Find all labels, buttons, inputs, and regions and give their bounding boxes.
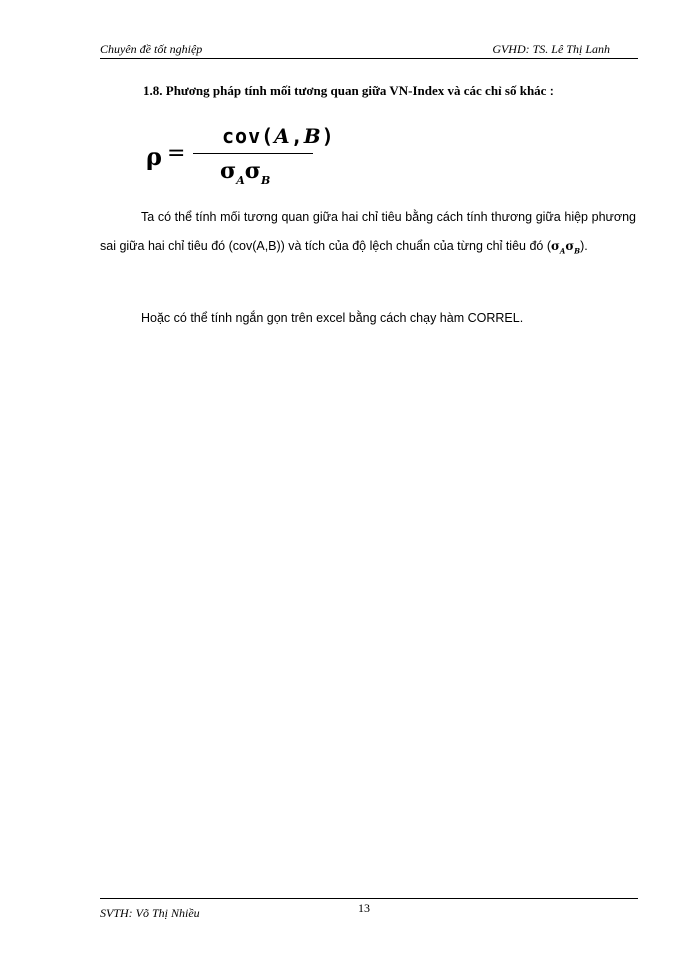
formula-cov-open: cov(: [222, 124, 275, 148]
formula-numerator: [222, 124, 335, 148]
formula-sigma-a: σ: [220, 158, 237, 184]
formula-sub-a: A: [236, 174, 245, 187]
page-header: [100, 42, 638, 58]
formula-comma: ,: [290, 124, 304, 148]
inline-sub-b: B: [574, 246, 581, 256]
page-number: 13: [358, 901, 370, 915]
section-heading-colon: :: [549, 84, 554, 98]
paragraph-explanation-text: Ta có thể tính mối tương quan giữa hai chỉ tiêu bằng cách tính thương giữa hiệp phương sai giữa hai chỉ tiêu đó (cov(A,B)) và tích của độ lệch chuẩn của từng chỉ tiêu đó (: [100, 210, 636, 253]
formula-sigma-b: σ: [244, 158, 262, 184]
header-right-advisor: GVHD: TS. Lê Thị Lanh: [492, 42, 610, 56]
formula-denominator: [220, 158, 270, 187]
paragraph-explanation: [100, 203, 636, 265]
fraction-bar: [193, 153, 313, 154]
formula-rho: ρ: [146, 142, 162, 171]
formula-equals: =: [167, 141, 186, 166]
paragraph-excel-correl: Hoặc có thể tính ngắn gọn trên excel bằng cách chạy hàm CORREL.: [141, 311, 524, 325]
formula-sub-b: B: [261, 174, 271, 187]
formula-var-b: B: [303, 124, 322, 148]
paragraph-explanation-end: ).: [580, 239, 588, 253]
inline-sub-a: A: [559, 246, 566, 256]
inline-sigma-a: σ: [551, 239, 560, 253]
formula-var-a: A: [274, 124, 291, 148]
inline-sigma-b: σ: [565, 239, 575, 253]
section-heading: [143, 83, 554, 99]
formula-cov-close: ): [321, 124, 335, 148]
correlation-formula: [140, 120, 335, 200]
inline-sigma-product: [551, 239, 581, 256]
section-heading-text: 1.8. Phương pháp tính mối tương quan giữa VN-Index và các chỉ số khác: [143, 83, 547, 98]
footer-rule: [100, 898, 638, 899]
footer-student: SVTH: Võ Thị Nhiều: [100, 906, 200, 920]
header-rule: [100, 58, 638, 59]
header-left-title: Chuyên đề tốt nghiệp: [100, 42, 203, 56]
